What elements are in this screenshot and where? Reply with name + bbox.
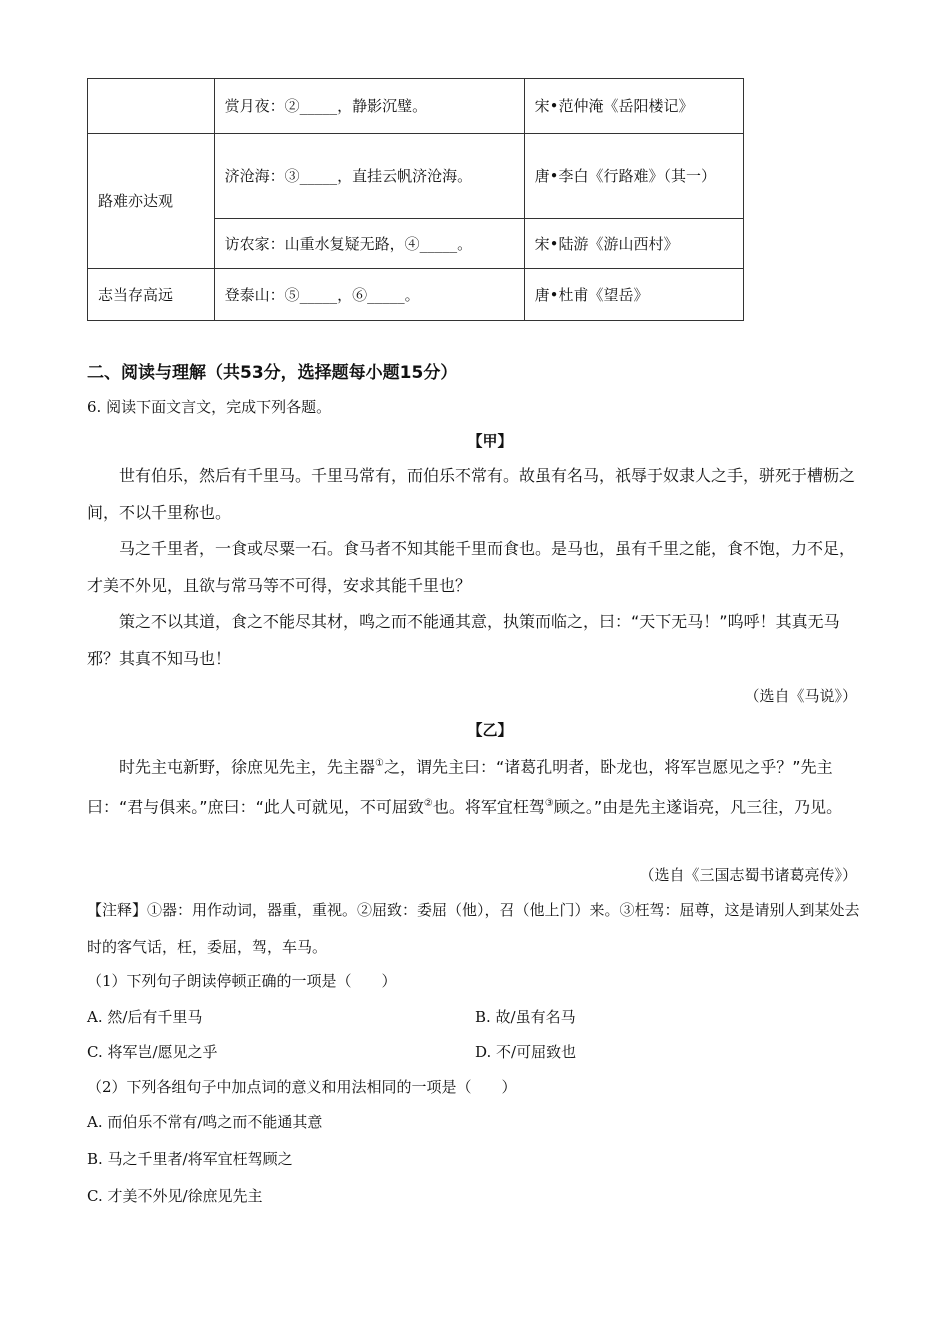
question-intro: 6. 阅读下面文言文，完成下列各题。: [87, 398, 332, 416]
text-span: 之，谓先主曰：“诸葛孔明者，卧龙也，将军岂愿见之乎？”先主曰：“君与俱来。”庶曰：“此人可就见，不可屈致: [87, 757, 833, 817]
theme-cell: 路难亦达观: [88, 134, 215, 269]
option-a: A. 而伯乐不常有/鸣之而不能通其意: [87, 1113, 323, 1131]
text-span: 也。将军宜枉驾: [432, 797, 545, 817]
content-cell: 登泰山：⑤_____，⑥_____。: [214, 269, 524, 321]
table-row: [88, 134, 744, 219]
section-title: 二、阅读与理解（共53分，选择题每小题15分）: [87, 363, 458, 383]
passage-paragraph: 世有伯乐，然后有千里马。千里马常有，而伯乐不常有。故虽有名马，祇辱于奴隶人之手，骈死于槽枥之间，不以千里称也。: [87, 466, 856, 522]
question-stem: （1）下列句子朗读停顿正确的一项是（ ）: [87, 972, 397, 990]
source-cell: 宋•陆游《游山西村》: [524, 219, 743, 269]
annotation-notes: 【注释】①器：用作动词，器重，重视。②屈致：委屈（他），召（他上门）来。③枉驾：屈尊，这是请别人到某处去时的客气话，枉，委屈，驾，车马。: [87, 901, 860, 956]
passage-paragraph: 策之不以其道，食之不能尽其材，鸣之而不能通其意，执策而临之，曰：“天下无马！”呜呼！其真无马邪？其真不知马也！: [87, 612, 840, 668]
footnote-mark: ③: [544, 798, 554, 810]
option-b: B. 故/虽有名马: [475, 1008, 576, 1026]
table-row: [88, 269, 744, 321]
source-cell: 唐•李白《行路难》（其一）: [524, 134, 743, 219]
source-cell: 宋•范仲淹《岳阳楼记》: [524, 79, 743, 134]
footnote-mark: ①: [375, 758, 384, 769]
content-cell: 济沧海：③_____，直挂云帆济沧海。: [214, 134, 524, 219]
theme-cell: 志当存高远: [88, 269, 215, 321]
text-span: 时先主屯新野，徐庶见先主，先主器: [119, 757, 376, 777]
content-cell: 访农家：山重水复疑无路，④_____。: [214, 219, 524, 269]
passage-paragraph: 马之千里者，一食或尽粟一石。食马者不知其能千里而食也。是马也，虽有千里之能，食不饱，力不足，才美不外见，且欲与常马等不可得，安求其能千里也？: [87, 539, 856, 595]
content-cell: 赏月夜：②_____，静影沉璧。: [214, 79, 524, 134]
passage-source: （选自《马说》）: [744, 687, 857, 705]
passage-source: （选自《三国志蜀书诸葛亮传》）: [639, 866, 857, 884]
table-row: [88, 79, 744, 134]
option-a: A. 然/后有千里马: [87, 1008, 203, 1026]
passage-heading-jia: 【甲】: [467, 432, 513, 450]
option-c: C. 将军岂/愿见之乎: [87, 1043, 218, 1061]
passage-heading-yi: 【乙】: [467, 721, 513, 739]
text-span: 顾之。”由是先主遂诣亮，凡三往，乃见。: [553, 797, 843, 817]
source-cell: 唐•杜甫《望岳》: [524, 269, 743, 321]
passage-paragraph: [87, 745, 862, 826]
footnote-mark: ②: [423, 798, 433, 810]
question-stem: （2）下列各组句子中加点词的意义和用法相同的一项是（ ）: [87, 1078, 517, 1096]
theme-cell: [88, 79, 215, 134]
poem-table: [87, 78, 744, 321]
option-b: B. 马之千里者/将军宜枉驾顾之: [87, 1150, 293, 1168]
option-d: D. 不/可屈致也: [475, 1043, 577, 1061]
option-c: C. 才美不外见/徐庶见先主: [87, 1187, 263, 1205]
